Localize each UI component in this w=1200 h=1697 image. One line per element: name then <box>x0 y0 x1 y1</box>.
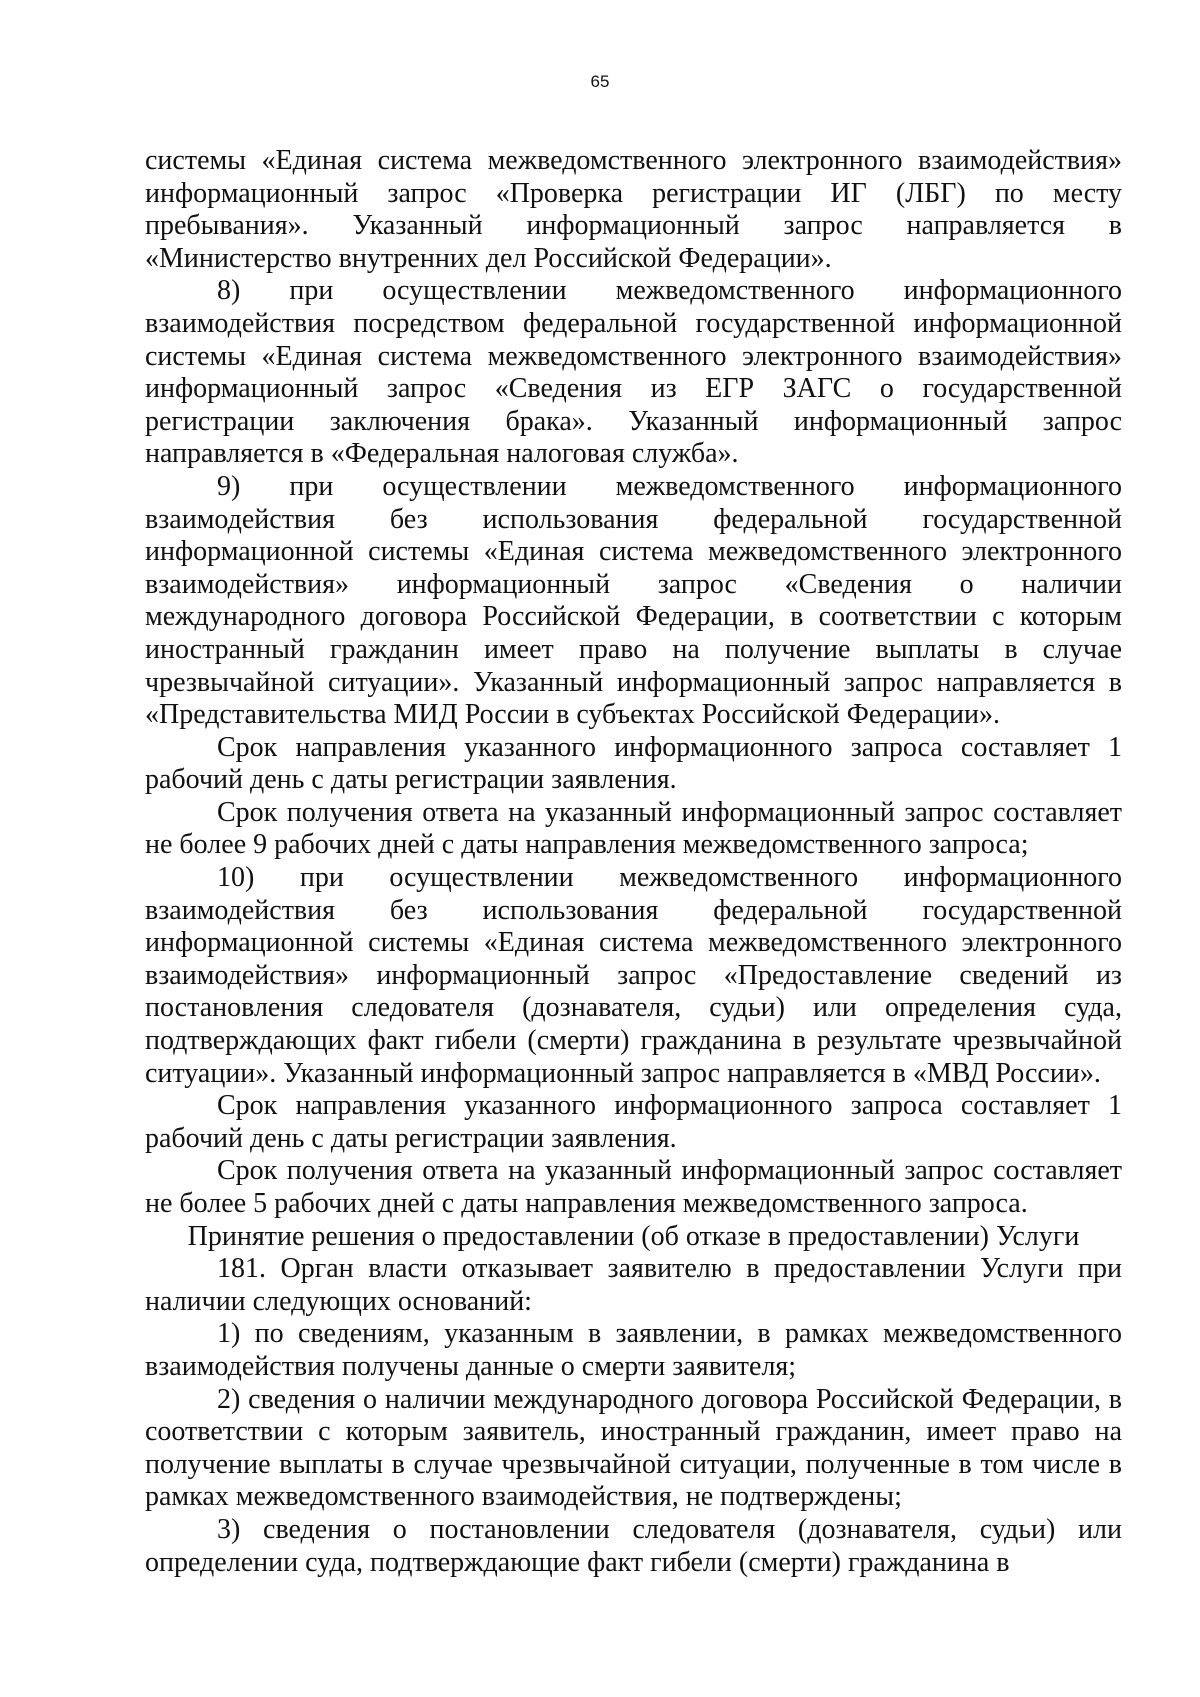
page-number: 65 <box>590 72 610 91</box>
paragraph-deadline-send-1: Срок направления указанного информационного запроса составляет 1 рабочий день с даты регистрации заявления. <box>145 731 1122 796</box>
paragraph-deadline-response-2: Срок получения ответа на указанный информационный запрос составляет не более 5 рабочих дней с даты направления межведомственного запроса. <box>145 1155 1122 1219</box>
section-heading: Принятие решения о предоставлении (об отказе в предоставлении) Услуги <box>187 1220 1080 1252</box>
document-body <box>145 145 1122 1579</box>
paragraph-item-10: 10) при осуществлении межведомственного информационного взаимодействия без использования федеральной государственной информационной системы «Единая система межведомственного электронного взаимодействия» информационный запрос «Предоставление сведений из постановления следователя (дознавателя, судьи) или определения суда, подтверждающих факт гибели (смерти) гражданина в результате чрезвычайной ситуации». Указанный информационный запрос направляется в «МВД России». <box>145 862 1122 1089</box>
paragraph-continuation: системы «Единая система межведомственного электронного взаимодействия» информационный запрос «Проверка регистрации ИГ (ЛБГ) по месту пребывания». Указанный информационный запрос направляется в «Министерство внутренних дел Российской Федерации». <box>145 145 1122 274</box>
paragraph-item-8: 8) при осуществлении межведомственного информационного взаимодействия посредством федеральной государственной информационной системы «Единая система межведомственного электронного взаимодействия» информационный запрос «Сведения из ЕГР ЗАГС о государственной регистрации заключения брака». Указанный информационный запрос направляется в «Федеральная налоговая служба». <box>145 275 1122 470</box>
paragraph-deadline-send-2: Срок направления указанного информационного запроса составляет 1 рабочий день с даты регистрации заявления. <box>145 1090 1122 1154</box>
paragraph-ground-2: 2) сведения о наличии международного договора Российской Федерации, в соответствии с которым заявитель, иностранный гражданин, имеет право на получение выплаты в случае чрезвычайной ситуации, полученные в том числе в рамках межведомственного взаимодействия, не подтверждены; <box>145 1383 1122 1513</box>
paragraph-ground-1: 1) по сведениям, указанным в заявлении, в рамках межведомственного взаимодействия получены данные о смерти заявителя; <box>145 1318 1122 1382</box>
paragraph-item-9: 9) при осуществлении межведомственного информационного взаимодействия без использования федеральной государственной информационной системы «Единая система межведомственного электронного взаимодействия» информационный запрос «Сведения о наличии международного договора Российской Федерации, в соответствии с которым иностранный гражданин имеет право на получение выплаты в случае чрезвычайной ситуации». Указанный информационный запрос направляется в «Представительства МИД России в субъектах Российской Федерации». <box>145 470 1122 731</box>
paragraph-deadline-response-1: Срок получения ответа на указанный информационный запрос составляет не более 9 рабочих дней с даты направления межведомственного запроса; <box>145 796 1122 861</box>
paragraph-ground-3: 3) сведения о постановлении следователя (дознавателя, судьи) или определении суда, подтверждающие факт гибели (смерти) гражданина в <box>145 1513 1122 1578</box>
paragraph-clause-181: 181. Орган власти отказывает заявителю в предоставлении Услуги при наличии следующих оснований: <box>145 1253 1122 1317</box>
